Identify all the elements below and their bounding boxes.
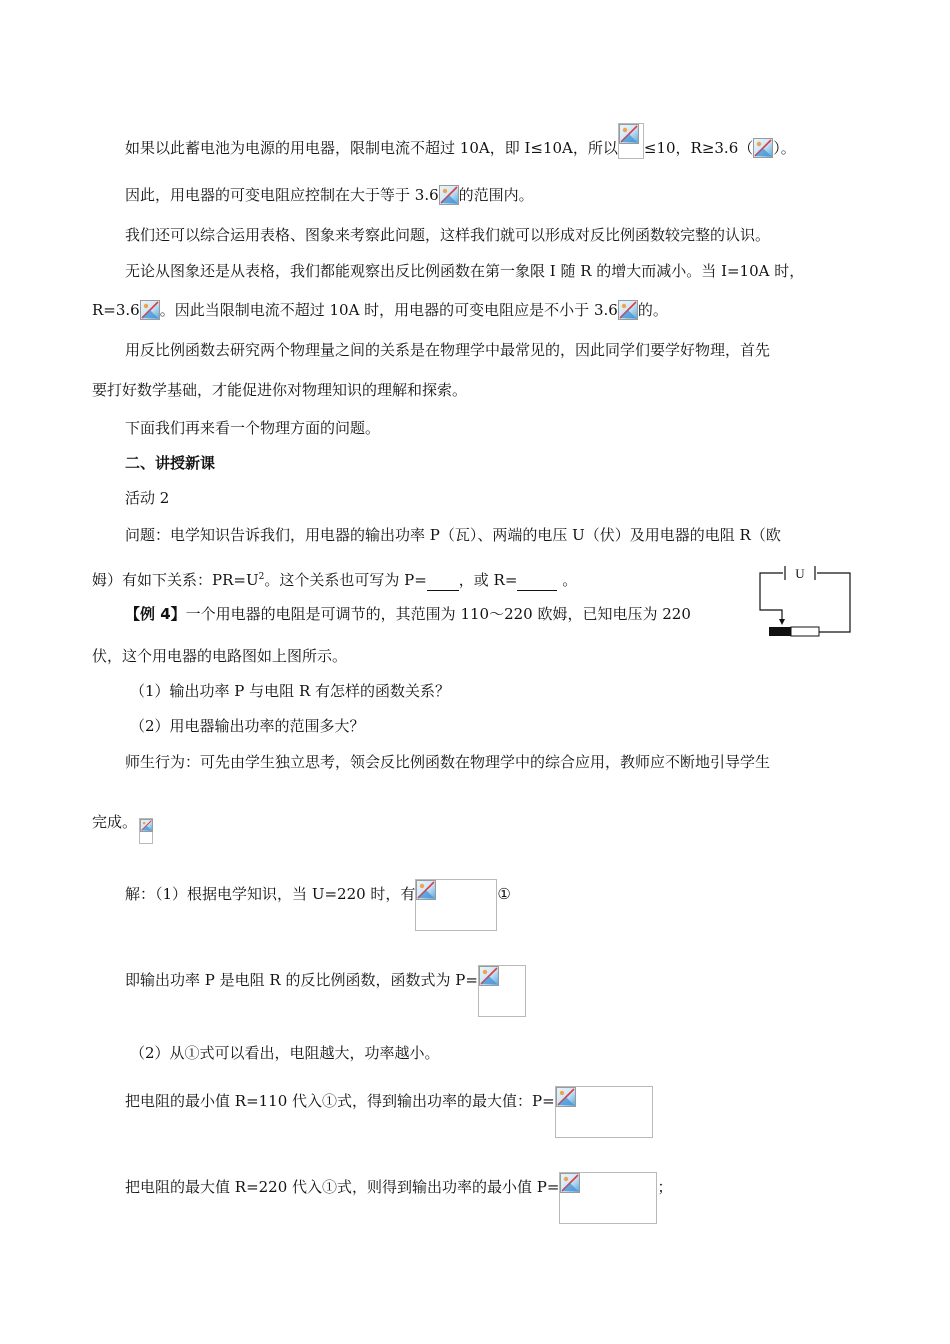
subquestion-2: （2）用电器输出功率的范围多大？ bbox=[130, 717, 365, 735]
image-placeholder-icon bbox=[556, 1087, 576, 1107]
text-segment: 。因此当限制电流不超过 10A 时，用电器的可变电阻应是不小于 3.6 bbox=[159, 301, 618, 319]
unit-image bbox=[140, 300, 160, 320]
unit-image bbox=[753, 138, 773, 158]
text-segment: 的范围内。 bbox=[458, 186, 534, 204]
slider-arrow bbox=[779, 619, 785, 625]
image-placeholder-icon bbox=[140, 819, 153, 832]
text-segment: 。 bbox=[557, 571, 578, 589]
text-segment: 一个用电器的电阻是可调节的，其范围为 110～220 欧姆，已知电压为 220 bbox=[185, 605, 691, 623]
section-heading: 二、讲授新课 bbox=[125, 454, 216, 472]
formula-image bbox=[415, 879, 497, 931]
circuit-diagram bbox=[755, 563, 855, 643]
text-segment: 把电阻的最大值 R=220 代入①式，则得到输出功率的最小值 P= bbox=[125, 1178, 560, 1196]
fill-in-blank bbox=[517, 570, 557, 591]
formula-image bbox=[555, 1086, 653, 1138]
text-segment: 的。 bbox=[637, 301, 668, 319]
image-placeholder-icon bbox=[618, 300, 638, 320]
solution-line3: （2）从①式可以看出，电阻越大，功率越小。 bbox=[130, 1044, 440, 1062]
solution-line4 bbox=[125, 1091, 653, 1138]
paragraph-physics-line2: 要打好数学基础，才能促进你对物理知识的理解和探索。 bbox=[92, 381, 468, 399]
formula-image bbox=[478, 965, 526, 1017]
image-placeholder-icon bbox=[479, 966, 499, 986]
unit-image bbox=[618, 300, 638, 320]
circuit-svg bbox=[755, 563, 855, 643]
rheostat-dark bbox=[769, 627, 791, 636]
text-segment: 把电阻的最小值 R=110 代入①式，得到输出功率的最大值：P= bbox=[125, 1092, 555, 1110]
text-segment: 如果以此蓄电池为电源的用电器，限制电流不超过 10A，即 I≤10A，所以 bbox=[125, 139, 618, 157]
text-segment: R=3.6 bbox=[92, 301, 140, 319]
teacher-line1: 师生行为：可先由学生独立思考，领会反比例函数在物理学中的综合应用，教师应不断地引导学生 bbox=[125, 753, 771, 771]
solution-line1 bbox=[125, 884, 511, 931]
rheostat-light bbox=[791, 627, 819, 636]
question-line1: 问题：电学知识告诉我们，用电器的输出功率 P（瓦）、两端的电压 U（伏）及用电器的电阻 R（欧 bbox=[125, 526, 781, 544]
question-line2 bbox=[92, 567, 577, 591]
paragraph-next-problem: 下面我们再来看一个物理方面的问题。 bbox=[125, 419, 381, 437]
text-segment: 解：（1）根据电学知识，当 U=220 时，有 bbox=[125, 885, 416, 903]
text-segment: 即输出功率 P 是电阻 R 的反比例函数，函数式为 P= bbox=[125, 971, 478, 989]
example4-line2: 伏，这个用电器的电路图如上图所示。 bbox=[92, 647, 348, 665]
text-segment: 。这个关系也可写为 P= bbox=[264, 571, 427, 589]
image-placeholder-icon bbox=[140, 300, 160, 320]
example-label: 【例 4】 bbox=[125, 605, 186, 623]
paragraph-observation-line2 bbox=[92, 300, 668, 320]
paragraph-observation-line1: 无论从图象还是从表格，我们都能观察出反比例函数在第一象限 I 随 R 的增大而减小。当 I=10A 时， bbox=[125, 262, 805, 280]
unit-image bbox=[439, 185, 459, 205]
text-segment: 完成。 bbox=[92, 813, 138, 831]
text-segment: ）。 bbox=[773, 139, 796, 157]
subquestion-1: （1）输出功率 P 与电阻 R 有怎样的函数关系？ bbox=[130, 682, 451, 700]
image-placeholder-icon bbox=[416, 880, 436, 900]
text-segment: 姆）有如下关系：PR=U bbox=[92, 571, 259, 589]
solution-line2 bbox=[125, 970, 526, 1017]
inline-image bbox=[139, 818, 153, 844]
image-placeholder-icon bbox=[439, 185, 459, 205]
formula-image bbox=[559, 1172, 657, 1224]
paragraph-current-limit bbox=[125, 138, 796, 159]
formula-image bbox=[618, 123, 644, 159]
image-placeholder-icon bbox=[619, 124, 639, 144]
image-placeholder-icon bbox=[753, 138, 773, 158]
paragraph-table-graph: 我们还可以综合运用表格、图象来考察此问题，这样我们就可以形成对反比例函数较完整的认识。 bbox=[125, 226, 771, 244]
activity-label: 活动 2 bbox=[125, 489, 170, 507]
text-segment: ≤10，R≥3.6（ bbox=[643, 139, 754, 157]
text-segment: ，或 R= bbox=[458, 571, 518, 589]
example4-line1 bbox=[125, 604, 691, 624]
superscript: 2 bbox=[258, 572, 265, 582]
paragraph-resistance-range bbox=[125, 185, 534, 205]
image-placeholder-icon bbox=[560, 1173, 580, 1193]
text-segment: ； bbox=[657, 1178, 673, 1196]
solution-line5 bbox=[125, 1177, 672, 1224]
teacher-line2 bbox=[92, 812, 153, 844]
voltage-label: U bbox=[795, 566, 805, 581]
text-segment: 因此，用电器的可变电阻应控制在大于等于 3.6 bbox=[125, 186, 439, 204]
fill-in-blank bbox=[427, 570, 459, 591]
paragraph-physics-line1: 用反比例函数去研究两个物理量之间的关系是在物理学中最常见的，因此同学们要学好物理，首先 bbox=[125, 341, 771, 359]
text-segment: ① bbox=[497, 885, 511, 903]
